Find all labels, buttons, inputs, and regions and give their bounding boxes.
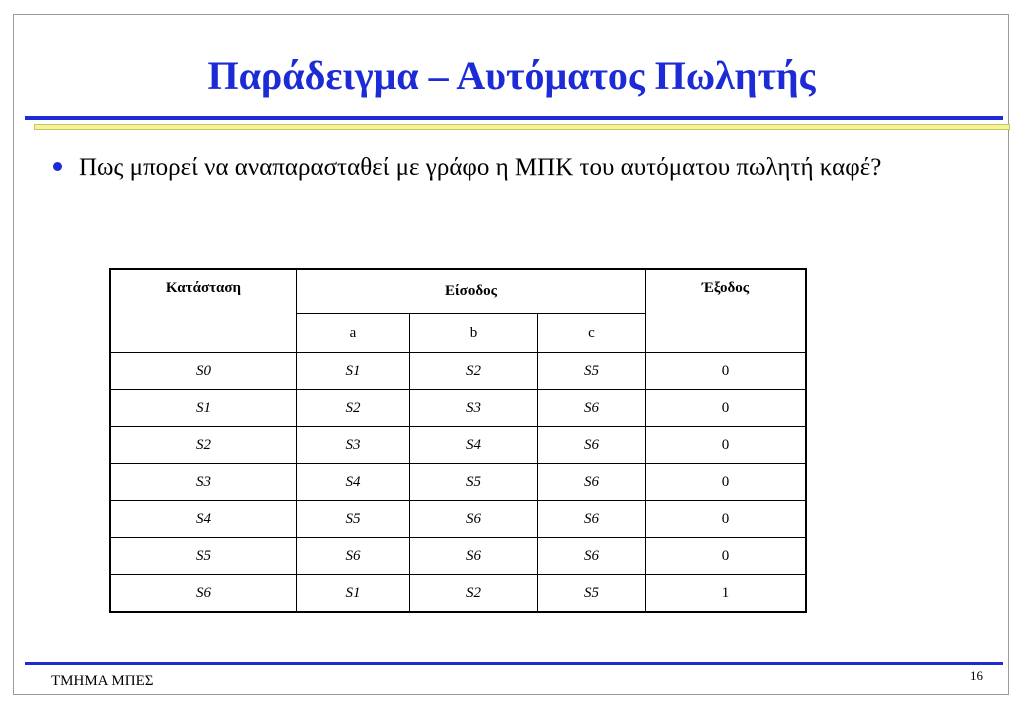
cell-next-a: S3 [297, 427, 410, 464]
table-row [110, 575, 806, 613]
bullet-dot-icon [53, 162, 62, 171]
cell-next-c: S6 [538, 464, 646, 501]
cell-next-a: S1 [297, 353, 410, 390]
cell-next-c: S6 [538, 390, 646, 427]
title-rule [25, 116, 1003, 120]
cell-state: S5 [110, 538, 297, 575]
page-number: 16 [970, 668, 983, 683]
cell-output: 0 [646, 390, 807, 427]
cell-state: S4 [110, 501, 297, 538]
slide-title: Παράδειγμα – Αυτόματος Πωλητής [207, 53, 816, 98]
cell-next-a: S2 [297, 390, 410, 427]
table-row [110, 464, 806, 501]
cell-state: S6 [110, 575, 297, 613]
header-state: Κατάσταση [110, 269, 297, 353]
table-row [110, 427, 806, 464]
bullet-text: Πως μπορεί να αναπαρασταθεί με γράφο η ΜΠΚ του αυτόματου πωλητή καφέ? [79, 154, 882, 181]
header-input-b: b [410, 314, 538, 353]
cell-next-c: S6 [538, 501, 646, 538]
cell-next-c: S6 [538, 538, 646, 575]
table-row [110, 390, 806, 427]
cell-next-c: S6 [538, 427, 646, 464]
table-row [110, 353, 806, 390]
cell-next-c: S5 [538, 575, 646, 613]
cell-output: 0 [646, 353, 807, 390]
cell-state: S0 [110, 353, 297, 390]
table-body [110, 353, 806, 613]
cell-next-a: S6 [297, 538, 410, 575]
cell-next-a: S5 [297, 501, 410, 538]
table-row [110, 538, 806, 575]
cell-next-b: S6 [410, 538, 538, 575]
cell-next-a: S1 [297, 575, 410, 613]
header-input: Είσοδος [297, 269, 646, 314]
cell-output: 1 [646, 575, 807, 613]
table-row [110, 501, 806, 538]
cell-state: S1 [110, 390, 297, 427]
cell-next-c: S5 [538, 353, 646, 390]
cell-output: 0 [646, 501, 807, 538]
header-output: Έξοδος [646, 269, 807, 353]
cell-next-a: S4 [297, 464, 410, 501]
cell-state: S2 [110, 427, 297, 464]
cell-next-b: S3 [410, 390, 538, 427]
cell-output: 0 [646, 464, 807, 501]
cell-next-b: S4 [410, 427, 538, 464]
cell-next-b: S2 [410, 575, 538, 613]
cell-next-b: S6 [410, 501, 538, 538]
header-input-a: a [297, 314, 410, 353]
state-table [109, 268, 807, 613]
title-accent-bar [34, 124, 1010, 130]
cell-output: 0 [646, 538, 807, 575]
cell-next-b: S5 [410, 464, 538, 501]
cell-state: S3 [110, 464, 297, 501]
footer-rule [25, 662, 1003, 665]
cell-next-b: S2 [410, 353, 538, 390]
table-header-row [110, 269, 806, 314]
cell-output: 0 [646, 427, 807, 464]
footer-label: ΤΜΗΜΑ ΜΠΕΣ [51, 673, 154, 689]
header-input-c: c [538, 314, 646, 353]
